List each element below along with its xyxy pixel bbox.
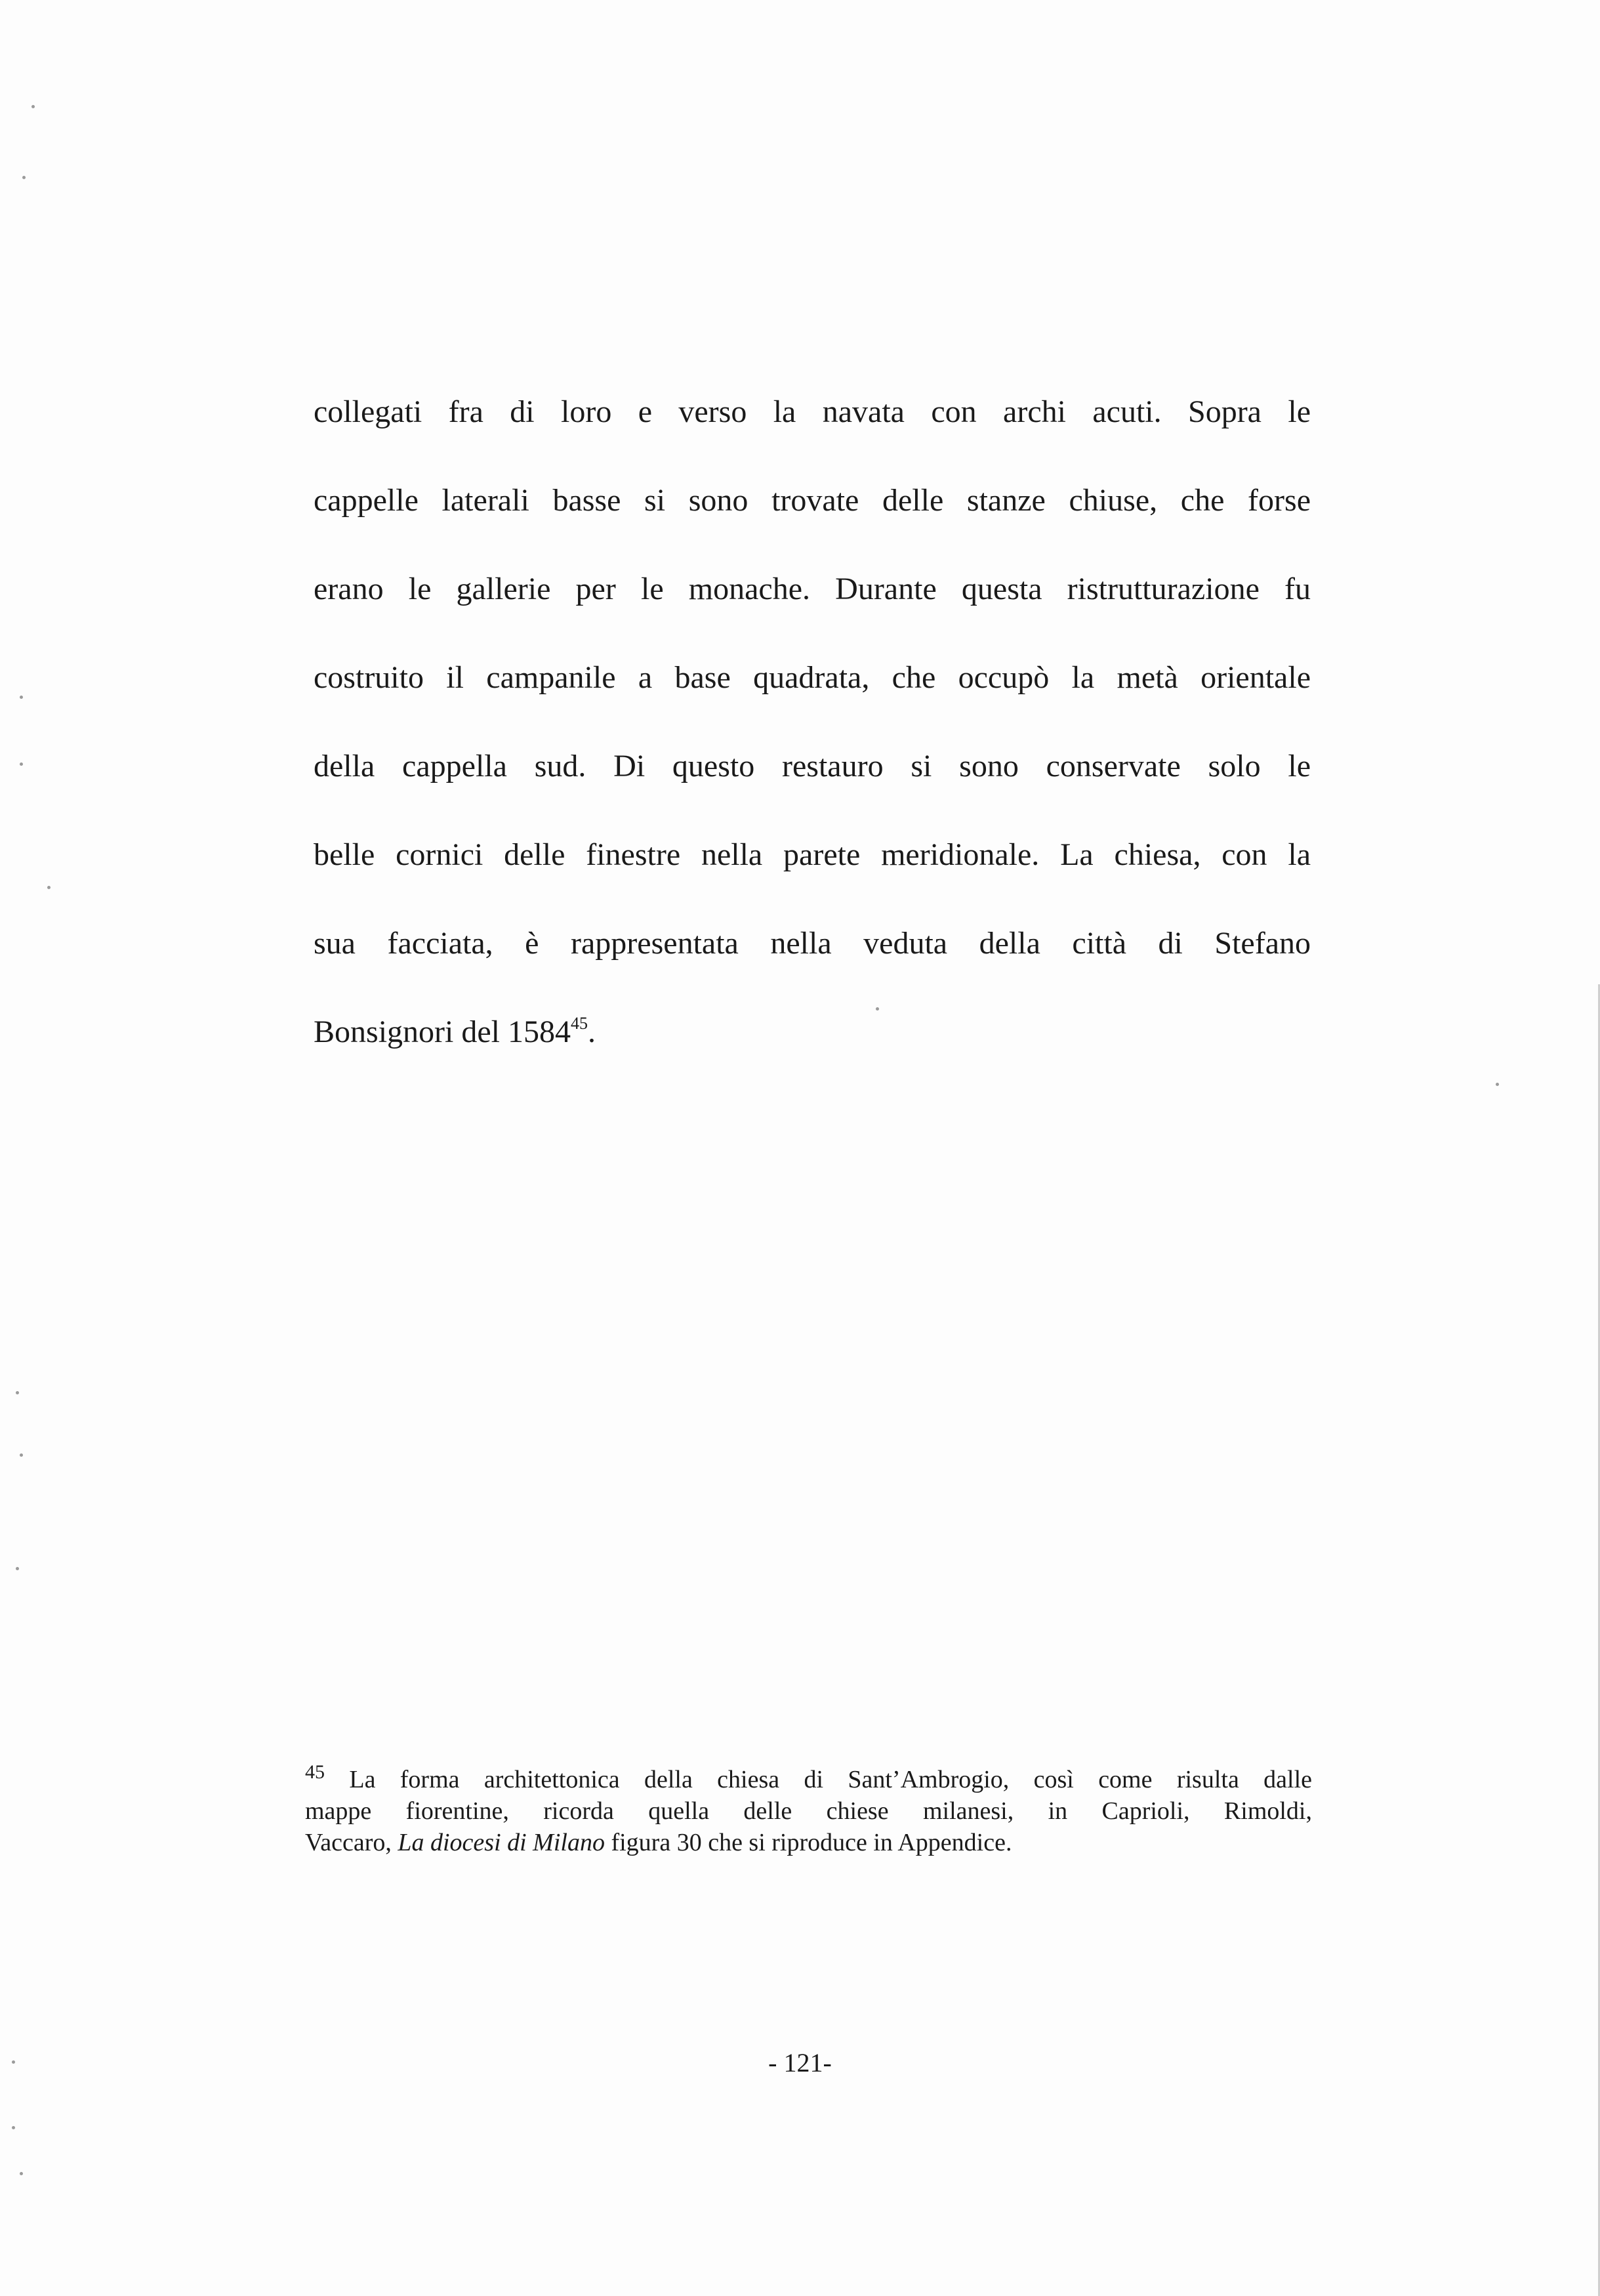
body-line: collegati fra di loro e verso la navata con archi acuti. Sopra le xyxy=(314,394,1311,429)
footnote-line: mappe fiorentine, ricorda quella delle chiese milanesi, in Caprioli, Rimoldi, xyxy=(305,1797,1312,1825)
scan-speck xyxy=(12,2126,15,2129)
body-paragraph xyxy=(314,367,1311,1076)
body-line: della cappella sud. Di questo restauro si sono conservate solo le xyxy=(314,749,1311,783)
footnote-text: Vaccaro, xyxy=(305,1829,398,1856)
scan-speck xyxy=(16,1391,19,1394)
scan-speck xyxy=(20,1453,23,1457)
scan-speck xyxy=(31,105,35,108)
body-line: sua facciata, è rappresentata nella veduta della città di Stefano xyxy=(314,926,1311,961)
scan-speck xyxy=(20,2172,23,2175)
footnote xyxy=(305,1761,1312,1858)
scan-speck xyxy=(16,1567,19,1570)
footnote-line xyxy=(305,1761,1312,1795)
footnote-book-title: La diocesi di Milano xyxy=(398,1829,605,1856)
scan-speck xyxy=(1496,1083,1499,1086)
body-line: cappelle laterali basse si sono trovate delle stanze chiuse, che forse xyxy=(314,483,1311,518)
body-line: costruito il campanile a base quadrata, che occupò la metà orientale xyxy=(314,660,1311,695)
scan-speck xyxy=(876,1007,879,1011)
footnote-text: figura 30 che si riproduce in Appendice. xyxy=(604,1829,1012,1856)
scan-speck xyxy=(47,886,51,889)
body-line-text: Bonsignori del 1584 xyxy=(314,1014,571,1049)
footnote-text: La forma architettonica della chiesa di Sant’Ambrogio, così come risulta dalle xyxy=(349,1766,1312,1793)
scan-speck xyxy=(12,2060,15,2064)
page-number: - 121- xyxy=(768,2048,832,2077)
scan-speck xyxy=(20,696,23,699)
footnote-number: 45 xyxy=(305,1761,325,1783)
body-line-last xyxy=(314,988,1311,1076)
body-line-period: . xyxy=(588,1014,596,1049)
body-line: belle cornici delle finestre nella parete meridionale. La chiesa, con la xyxy=(314,837,1311,872)
footnote-line xyxy=(305,1827,1312,1858)
footnote-reference[interactable]: 45 xyxy=(571,1014,588,1033)
scan-speck xyxy=(20,762,23,766)
body-line: erano le gallerie per le monache. Durante questa ristrutturazione fu xyxy=(314,572,1311,606)
scan-speck xyxy=(22,176,26,179)
